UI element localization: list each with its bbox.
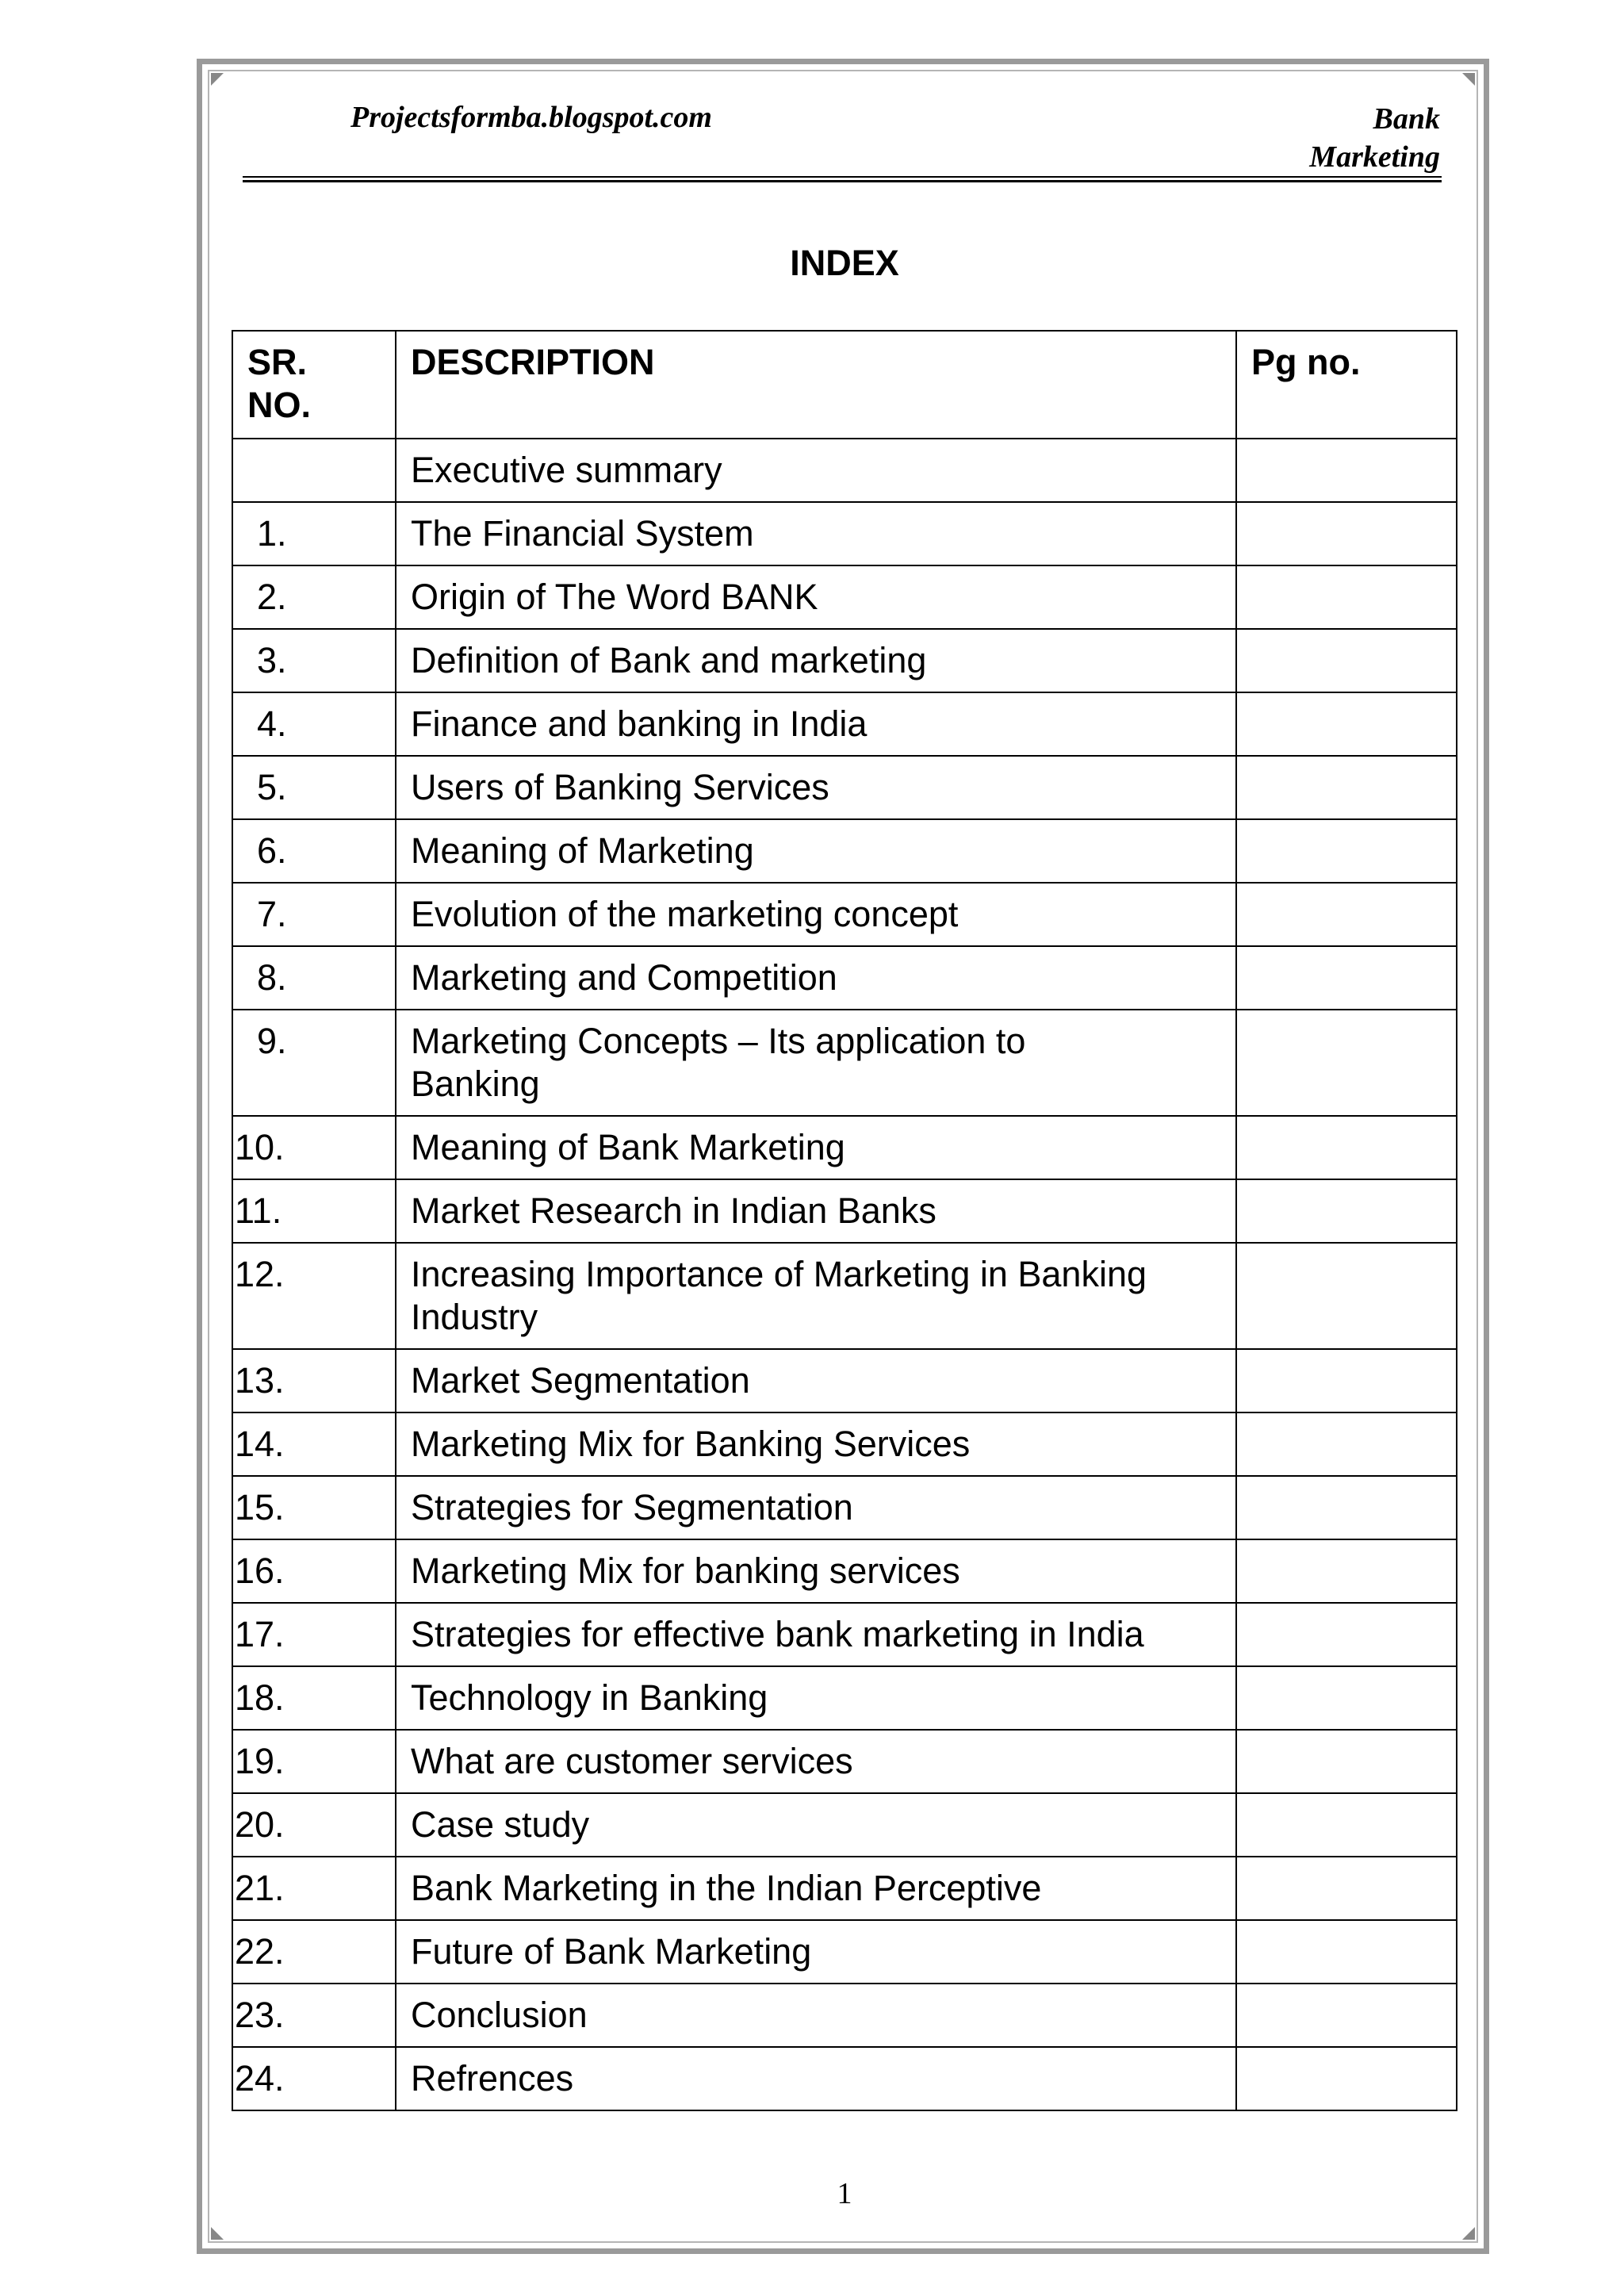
table-row xyxy=(232,692,1457,756)
row-description xyxy=(396,565,1236,629)
row-description xyxy=(396,629,1236,692)
row-description-line: Finance and banking in India xyxy=(411,703,868,744)
row-description xyxy=(396,1116,1236,1179)
row-description-line: Technology in Banking xyxy=(411,1677,768,1718)
row-description-line: Strategies for Segmentation xyxy=(411,1487,853,1527)
row-page-number xyxy=(1236,1857,1457,1920)
row-description-line: Market Research in Indian Banks xyxy=(411,1190,936,1231)
border-corner-ornament xyxy=(211,73,224,86)
header-description: DESCRIPTION xyxy=(396,331,1236,439)
row-page-number xyxy=(1236,1412,1457,1476)
header-document-title xyxy=(1234,100,1440,176)
table-row xyxy=(232,756,1457,819)
index-table-body xyxy=(232,439,1457,2110)
table-row xyxy=(232,946,1457,1010)
table-row xyxy=(232,1666,1457,1730)
row-description-line: Refrences xyxy=(411,2058,574,2099)
table-row xyxy=(232,1984,1457,2047)
row-description xyxy=(396,819,1236,883)
table-row xyxy=(232,1243,1457,1349)
table-row xyxy=(232,819,1457,883)
row-sr-no: 8. xyxy=(232,946,396,1010)
row-sr-no: 4. xyxy=(232,692,396,756)
row-sr-no: 17. xyxy=(232,1603,396,1666)
row-description xyxy=(396,1539,1236,1603)
row-description xyxy=(396,946,1236,1010)
row-description xyxy=(396,439,1236,502)
header-site-name: Projectsformba.blogspot.com xyxy=(350,101,712,134)
header-page-number: Pg no. xyxy=(1236,331,1457,439)
row-description xyxy=(396,1920,1236,1984)
row-sr-no: 11. xyxy=(232,1179,396,1243)
header-rule xyxy=(243,176,1442,182)
row-description-line: Users of Banking Services xyxy=(411,767,829,807)
row-description xyxy=(396,1984,1236,2047)
index-table-header-row xyxy=(232,331,1457,439)
index-table xyxy=(232,330,1457,2111)
table-row xyxy=(232,1920,1457,1984)
header-sr-line: NO. xyxy=(247,385,312,425)
table-row xyxy=(232,565,1457,629)
row-page-number xyxy=(1236,946,1457,1010)
row-sr-no: 2. xyxy=(232,565,396,629)
row-page-number xyxy=(1236,1920,1457,1984)
row-description-line: Evolution of the marketing concept xyxy=(411,894,959,934)
row-sr-no: 10. xyxy=(232,1116,396,1179)
row-sr-no: 22. xyxy=(232,1920,396,1984)
row-description xyxy=(396,1010,1236,1116)
table-row xyxy=(232,2047,1457,2110)
row-description xyxy=(396,1243,1236,1349)
row-sr-no: 20. xyxy=(232,1793,396,1857)
row-sr-no: 18. xyxy=(232,1666,396,1730)
header-title-line: Marketing xyxy=(1309,140,1440,174)
row-description-line: Increasing Importance of Marketing in Banking xyxy=(411,1254,1147,1294)
header-sr-line: SR. xyxy=(247,342,308,382)
table-row xyxy=(232,1412,1457,1476)
table-row xyxy=(232,883,1457,946)
row-page-number xyxy=(1236,1116,1457,1179)
row-description xyxy=(396,1603,1236,1666)
table-row xyxy=(232,1010,1457,1116)
table-row xyxy=(232,1793,1457,1857)
table-row xyxy=(232,1179,1457,1243)
row-sr-no: 24. xyxy=(232,2047,396,2110)
row-page-number xyxy=(1236,1476,1457,1539)
row-sr-no: 3. xyxy=(232,629,396,692)
row-description xyxy=(396,1412,1236,1476)
table-row xyxy=(232,1539,1457,1603)
row-description-line: Meaning of Bank Marketing xyxy=(411,1127,845,1167)
row-description xyxy=(396,883,1236,946)
row-page-number xyxy=(1236,629,1457,692)
row-description-line: Market Segmentation xyxy=(411,1360,750,1401)
row-description-line: Executive summary xyxy=(411,450,722,490)
row-description-line: What are customer services xyxy=(411,1741,853,1781)
row-description-line: Marketing Concepts – Its application to xyxy=(411,1021,1026,1061)
row-page-number xyxy=(1236,1349,1457,1412)
row-page-number xyxy=(1236,1793,1457,1857)
table-row xyxy=(232,439,1457,502)
row-page-number xyxy=(1236,1539,1457,1603)
row-sr-no: 23. xyxy=(232,1984,396,2047)
row-sr-no: 14. xyxy=(232,1412,396,1476)
row-page-number xyxy=(1236,692,1457,756)
row-page-number xyxy=(1236,2047,1457,2110)
table-row xyxy=(232,1349,1457,1412)
row-description xyxy=(396,756,1236,819)
row-description xyxy=(396,1349,1236,1412)
row-page-number xyxy=(1236,883,1457,946)
row-page-number xyxy=(1236,565,1457,629)
row-description-line: Definition of Bank and marketing xyxy=(411,640,927,680)
table-row xyxy=(232,629,1457,692)
row-description-line: The Financial System xyxy=(411,513,754,554)
row-description-line: Case study xyxy=(411,1804,590,1845)
row-description xyxy=(396,692,1236,756)
row-sr-no: 21. xyxy=(232,1857,396,1920)
row-description-line: Marketing Mix for Banking Services xyxy=(411,1424,971,1464)
row-sr-no: 9. xyxy=(232,1010,396,1116)
border-corner-ornament xyxy=(1462,2227,1475,2240)
table-row xyxy=(232,1476,1457,1539)
row-description xyxy=(396,1730,1236,1793)
table-row xyxy=(232,502,1457,565)
page-title: INDEX xyxy=(790,243,899,283)
row-sr-no: 16. xyxy=(232,1539,396,1603)
row-sr-no: 15. xyxy=(232,1476,396,1539)
row-description-line: Bank Marketing in the Indian Perceptive xyxy=(411,1868,1042,1908)
table-row xyxy=(232,1857,1457,1920)
row-sr-no: 7. xyxy=(232,883,396,946)
border-corner-ornament xyxy=(211,2227,224,2240)
row-description xyxy=(396,502,1236,565)
row-page-number xyxy=(1236,1984,1457,2047)
border-corner-ornament xyxy=(1462,73,1475,86)
header-title-line: Bank xyxy=(1373,102,1440,136)
table-row xyxy=(232,1730,1457,1793)
row-description xyxy=(396,1857,1236,1920)
row-sr-no: 5. xyxy=(232,756,396,819)
row-description-line: Marketing Mix for banking services xyxy=(411,1550,960,1591)
page-number: 1 xyxy=(837,2177,852,2210)
row-description xyxy=(396,1179,1236,1243)
row-page-number xyxy=(1236,1179,1457,1243)
row-page-number xyxy=(1236,502,1457,565)
row-page-number xyxy=(1236,1730,1457,1793)
row-description-line: Industry xyxy=(411,1297,538,1337)
row-page-number xyxy=(1236,1243,1457,1349)
row-description xyxy=(396,2047,1236,2110)
table-row xyxy=(232,1603,1457,1666)
row-description xyxy=(396,1666,1236,1730)
row-description-line: Strategies for effective bank marketing in India xyxy=(411,1614,1144,1654)
row-sr-no: 1. xyxy=(232,502,396,565)
row-page-number xyxy=(1236,439,1457,502)
row-page-number xyxy=(1236,1603,1457,1666)
row-description xyxy=(396,1793,1236,1857)
row-description-line: Meaning of Marketing xyxy=(411,830,754,871)
row-description-line: Marketing and Competition xyxy=(411,957,837,998)
header-sr-no xyxy=(232,331,396,439)
row-description-line: Future of Bank Marketing xyxy=(411,1931,812,1972)
row-sr-no xyxy=(232,439,396,502)
row-page-number xyxy=(1236,819,1457,883)
row-sr-no: 12. xyxy=(232,1243,396,1349)
row-description xyxy=(396,1476,1236,1539)
row-description-line: Banking xyxy=(411,1064,540,1104)
row-sr-no: 13. xyxy=(232,1349,396,1412)
row-sr-no: 19. xyxy=(232,1730,396,1793)
row-page-number xyxy=(1236,1010,1457,1116)
row-page-number xyxy=(1236,1666,1457,1730)
row-description-line: Conclusion xyxy=(411,1995,588,2035)
row-page-number xyxy=(1236,756,1457,819)
row-description-line: Origin of The Word BANK xyxy=(411,577,818,617)
table-row xyxy=(232,1116,1457,1179)
row-sr-no: 6. xyxy=(232,819,396,883)
